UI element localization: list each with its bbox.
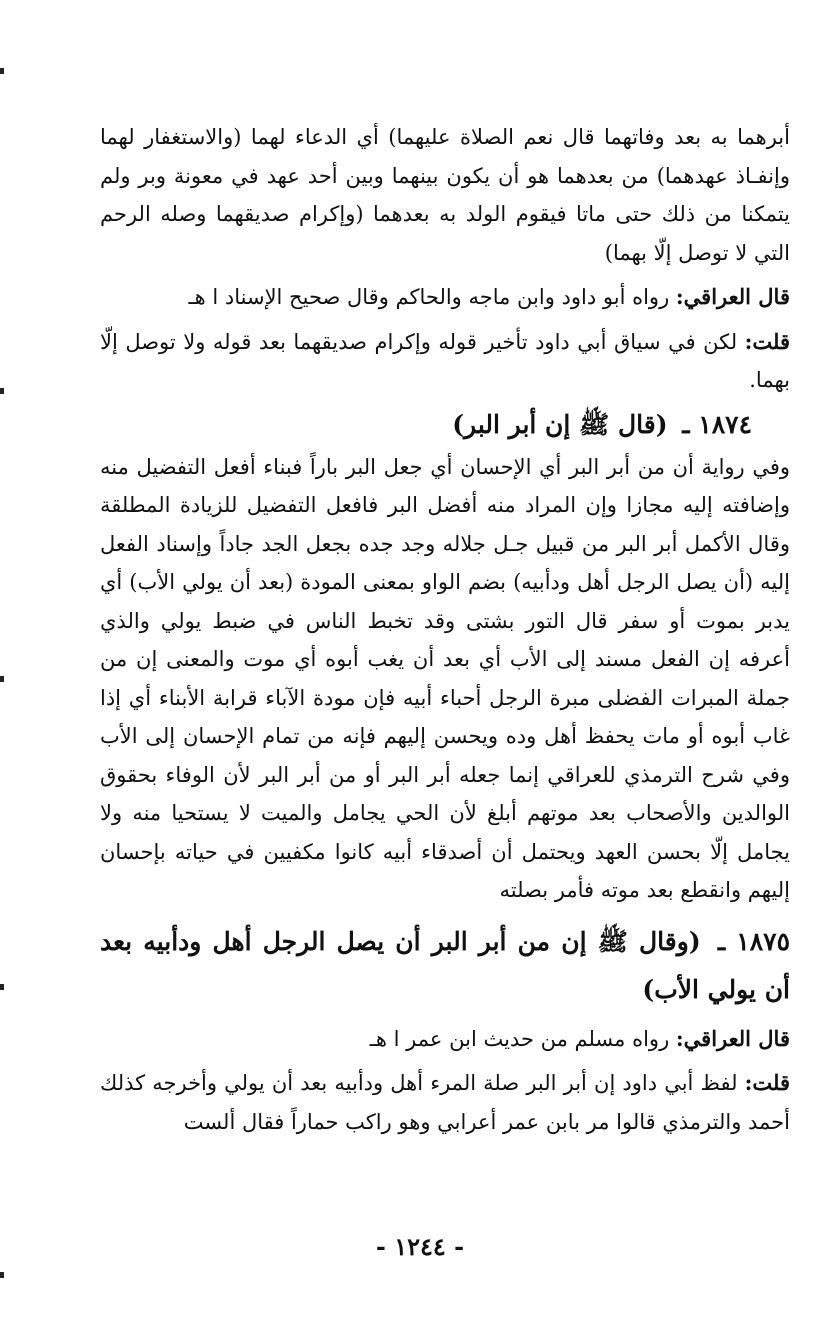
page-number: - ١٢٤٤ -: [375, 1232, 465, 1261]
comment-text: لكن في سياق أبي داود تأخير قوله وإكرام صديقهما بعد قوله ولا توصل إلّا بهما.: [100, 329, 790, 392]
hadith-title: (وقال ﷺ إن من أبر البر أن يصل الرجل أهل ودأبيه بعد أن يولي الأب): [100, 926, 790, 1004]
paragraph-iraqi-note: [100, 278, 790, 317]
margin-mark: [0, 984, 4, 990]
paragraph-iraqi-note: [100, 1020, 790, 1059]
speaker-label: قلت:: [744, 1070, 790, 1095]
hadith-number: ١٨٧٤ ـ: [682, 409, 752, 439]
hadith-title: (قال ﷺ إن أبر البر): [452, 409, 668, 439]
paragraph-continuation: أبرهما به بعد وفاتهما قال نعم الصلاة عليهما) أي الدعاء لهما (والاستغفار لهما وإنفـاذ عهدهما) من بعدهما هو أن يكون بينهما وبين أحد عهد في معونة وبر ولم يتمكنا من ذلك حتى ماتا فيقوم الولد به بعدهما (وإكرام صديقهما وصله الرحم التي لا توصل إلّا بهما): [100, 125, 790, 265]
note-text: رواه مسلم من حديث ابن عمر ا هـ: [369, 1026, 670, 1051]
hadith-heading-1874: [100, 404, 790, 446]
margin-mark: [0, 388, 4, 394]
paragraph-comment: [100, 1064, 790, 1141]
paragraph-comment: [100, 323, 790, 400]
margin-mark: [0, 1272, 4, 1278]
speaker-label: قال العراقي:: [675, 284, 790, 309]
paragraph-commentary: وفي رواية أن من أبر البر أي الإحسان أي جعل البر باراً فبناء أفعل التفضيل منه وإضافته إليه مجازا وإن المراد منه أفضل البر فافعل التفضيل للزيادة المطلقة وقال الأكمل أبر البر من قبيل جـل جلاله وجد جده بجعل الجد جاداً وإسناد الفعل إليه (أن يصل الرجل أهل ودأبيه) بضم الواو بمعنى المودة (بعد أن يولي الأب) أي يدبر بموت أو سفر قال التور بشتى وقد تخبط الناس في ضبط يولي والذي أعرفه إن الفعل مسند إلى الأب أي بعد أن يغب أبوه أي موت والمعنى إن من جملة المبرات الفضلى مبرة الرجل أحباء أبيه فإن مودة الآباء قرابة الأبناء أي إذا غاب أبوه أو مات يحفظ أهل وده ويحسن إليهم فإنه من تمام الإحسان إلى الأب وفي شرح الترمذي للعراقي إنما جعله أبر البر أو من أبر البر لأن الوفاء بحقوق الوالدين والأصحاب بعد موتهم أبلغ لأن الحي يجامل والميت لا يستحيا منه ولا يجامل إلّا بحسن العهد ويحتمل أن أصدقاء أبيه كانوا مكفيين في حياته بإحسان إليهم وانقطع بعد موته فأمر بصلته: [100, 454, 790, 902]
speaker-label: قلت:: [744, 328, 790, 354]
comment-text: لفظ أبي داود إن أبر البر صلة المرء أهل ودأبيه بعد أن يولي وأخرجه كذلك أحمد والترمذي قالوا مر بابن عمر أعرابي وهو راكب حماراً فقال ألست: [100, 1071, 790, 1134]
margin-mark: [0, 676, 4, 682]
hadith-number: ١٨٧٥ ـ: [717, 926, 791, 956]
speaker-label: قال العراقي:: [675, 1025, 790, 1051]
page-body: [100, 118, 790, 1141]
note-text: رواه أبو داود وابن ماجه والحاكم وقال صحيح الإسناد ا هـ: [188, 285, 670, 309]
hadith-heading-1875: [100, 918, 790, 1014]
margin-mark: [0, 68, 4, 74]
